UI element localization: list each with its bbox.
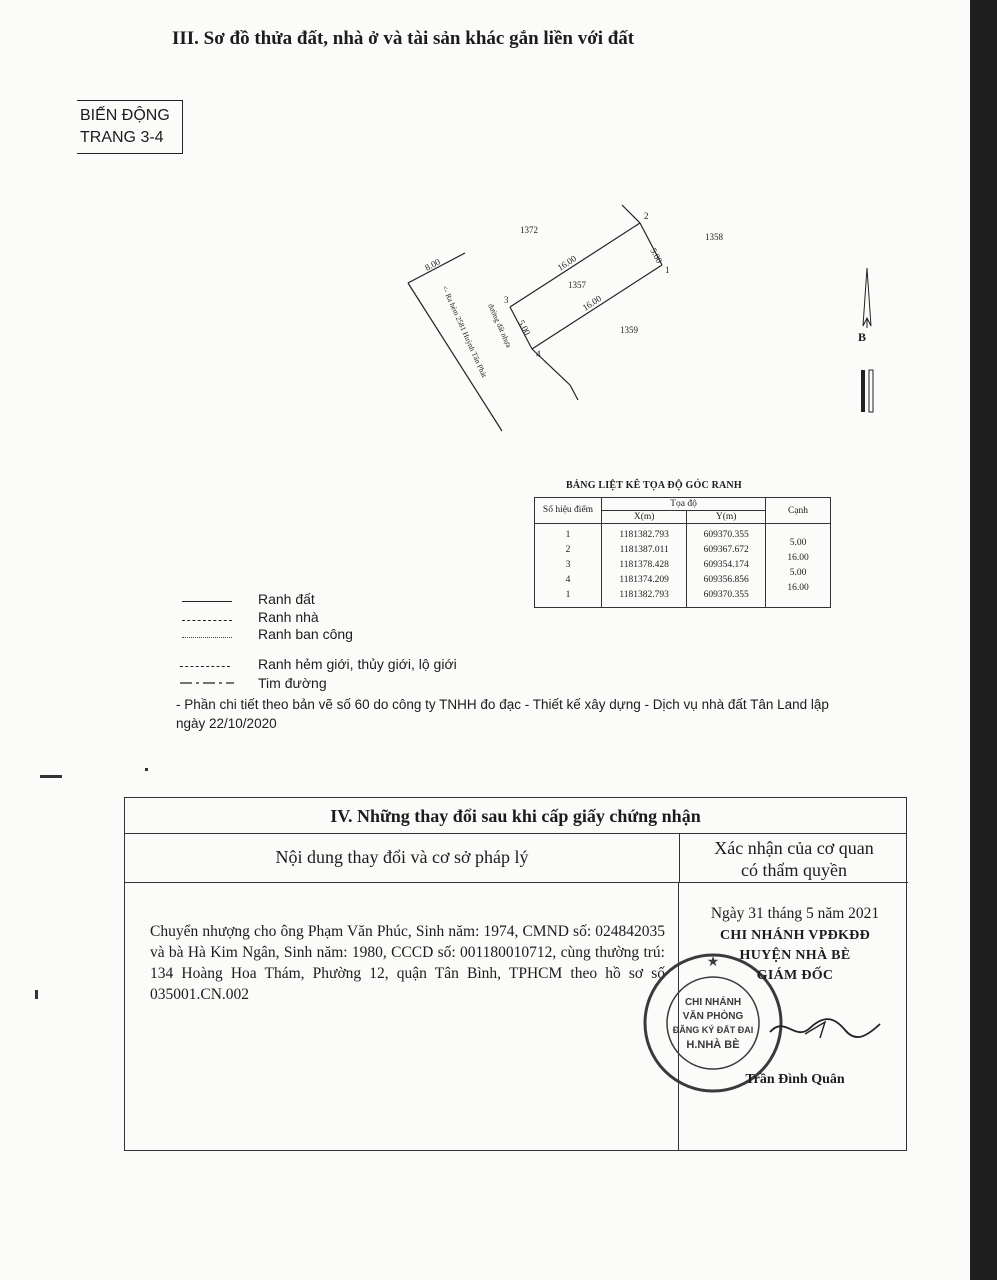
point-1: 1	[665, 265, 670, 275]
row-x: 1181387.011	[619, 545, 669, 555]
bien-dong-line2: TRANG 3-4	[80, 129, 164, 146]
confirm-org-line2: HUYỆN NHÀ BÈ	[739, 948, 851, 963]
header-x: X(m)	[602, 511, 687, 524]
header-edge: Cạnh	[766, 498, 831, 524]
stamp-line-2: VĂN PHÒNG	[682, 1011, 744, 1022]
road-label: đường đất nhựa	[486, 302, 514, 349]
stamp-line-3: ĐĂNG KÝ ĐẤT ĐAI	[672, 1025, 754, 1035]
parcel-1358-label: 1358	[705, 232, 723, 242]
confirm-date: Ngày 31 tháng 5 năm 2021	[710, 905, 880, 922]
edge-right: 5.00	[648, 246, 665, 265]
north-arrow-icon	[852, 268, 882, 416]
page-edge-shadow	[970, 0, 997, 1280]
legend-dashed-line	[182, 620, 232, 621]
row-point: 4	[565, 575, 571, 585]
legend-dashed-fine-line	[180, 666, 230, 667]
edge-left: 5.00	[516, 318, 533, 337]
row-point: 3	[565, 560, 571, 570]
legend-ranh-dat: Ranh đất	[258, 591, 315, 607]
legend-ranh-hem-gioi: Ranh hẻm giới, thủy giới, lộ giới	[258, 656, 457, 672]
header-coords: Tọa độ	[602, 498, 766, 511]
road-edge-right-b	[570, 385, 578, 400]
parcel-1359: 1359	[620, 325, 638, 335]
row-y: 609354.174	[703, 560, 749, 570]
legend-ranh-ban-cong: Ranh ban công	[258, 626, 353, 642]
edge-value: 16.00	[787, 583, 809, 593]
parcel-1357: 1357	[568, 280, 586, 290]
legend-tim-duong: Tim đường	[258, 675, 327, 691]
point-4: 4	[536, 349, 541, 359]
confirm-role: GIÁM ĐỐC	[756, 968, 834, 983]
parcel-edge-top	[510, 223, 640, 307]
legend-solid-line	[182, 601, 232, 602]
point-column	[535, 524, 602, 608]
confirm-org-line1: CHI NHÁNH VPĐKĐĐ	[720, 928, 870, 943]
section4-title: IV. Những thay đổi sau khi cấp giấy chứng nhận	[125, 798, 906, 834]
road-direction-label: <- Ra hẻm 2581 Huỳnh Tấn Phát	[440, 284, 489, 379]
column-content-header: Nội dung thay đổi và cơ sở pháp lý	[125, 834, 680, 883]
confirm-header-line2: có thẩm quyền	[741, 860, 847, 880]
coordinate-table	[534, 497, 831, 608]
edge-value: 5.00	[789, 538, 807, 548]
row-y: 609356.856	[703, 575, 749, 585]
boundary-1372-1358	[622, 205, 640, 223]
stamp-line-4: H.NHÀ BÈ	[686, 1039, 740, 1051]
row-x: 1181378.428	[619, 560, 669, 570]
parcel-sketch	[390, 195, 680, 445]
parcel-1372: 1372	[520, 225, 538, 235]
signer-name: Trần Đình Quân	[745, 1072, 845, 1087]
row-y: 609370.355	[703, 530, 749, 540]
changes-table	[124, 797, 907, 1151]
row-x: 1181382.793	[619, 530, 669, 540]
drawing-note: - Phần chi tiết theo bản vẽ số 60 do công ty TNHH đo đạc - Thiết kế xây dựng - Dịch vụ nhà đất Tân Land lập ngày 22/10/2020	[176, 697, 829, 731]
confirm-header-line1: Xác nhận của cơ quan	[714, 838, 874, 858]
bien-dong-box	[77, 100, 183, 154]
row-x: 1181374.209	[619, 575, 669, 585]
row-y: 609367.672	[703, 545, 749, 555]
legend-dotted-line	[182, 637, 232, 638]
scan-speck	[35, 990, 38, 999]
header-point: Số hiệu điểm	[535, 498, 602, 524]
coordinate-table-title: BẢNG LIỆT KÊ TỌA ĐỘ GÓC RANH	[566, 480, 742, 491]
legend-dash-dot-line	[180, 680, 234, 686]
scan-speck	[40, 775, 62, 778]
row-point: 2	[565, 545, 571, 555]
y-column	[687, 524, 766, 608]
parcel-edge-bottom	[532, 265, 662, 349]
edge-value: 5.00	[789, 568, 807, 578]
column-confirm-header	[680, 834, 908, 883]
point-2: 2	[644, 211, 649, 221]
bien-dong-line1: BIẾN ĐỘNG	[80, 107, 170, 124]
change-content: Chuyển nhượng cho ông Phạm Văn Phúc, Sinh năm: 1974, CMND số: 024842035 và bà Hà Kim Ngân, Sinh năm: 1980, CCCD số: 001180010712, cùng thường trú: 134 Hoàng Hoa Thám, Phường 12, quận Tân Bình, TPHCM theo hồ sơ số 035001.CN.002	[150, 923, 665, 1003]
edge-value: 16.00	[787, 553, 809, 563]
stamp-line-1: CHI NHÁNH	[684, 997, 742, 1008]
row-point: 1	[565, 590, 571, 600]
row-x: 1181382.793	[619, 590, 669, 600]
edge-bottom: 16.00	[580, 293, 604, 313]
legend-ranh-nha: Ranh nhà	[258, 609, 319, 625]
section3-title: III. Sơ đồ thửa đất, nhà ở và tài sản khác gắn liền với đất	[172, 28, 635, 49]
row-point: 1	[565, 530, 571, 540]
svg-text:★: ★	[706, 955, 720, 970]
scan-speck	[145, 768, 148, 771]
signature-icon	[765, 1010, 885, 1050]
edge-column	[766, 524, 831, 608]
edge-top: 16.00	[555, 253, 579, 273]
x-column	[602, 524, 687, 608]
header-y: Y(m)	[687, 511, 766, 524]
road-width: 8.00	[423, 256, 442, 273]
row-y: 609370.355	[703, 590, 749, 600]
north-label: B	[858, 330, 867, 344]
point-3: 3	[504, 295, 509, 305]
